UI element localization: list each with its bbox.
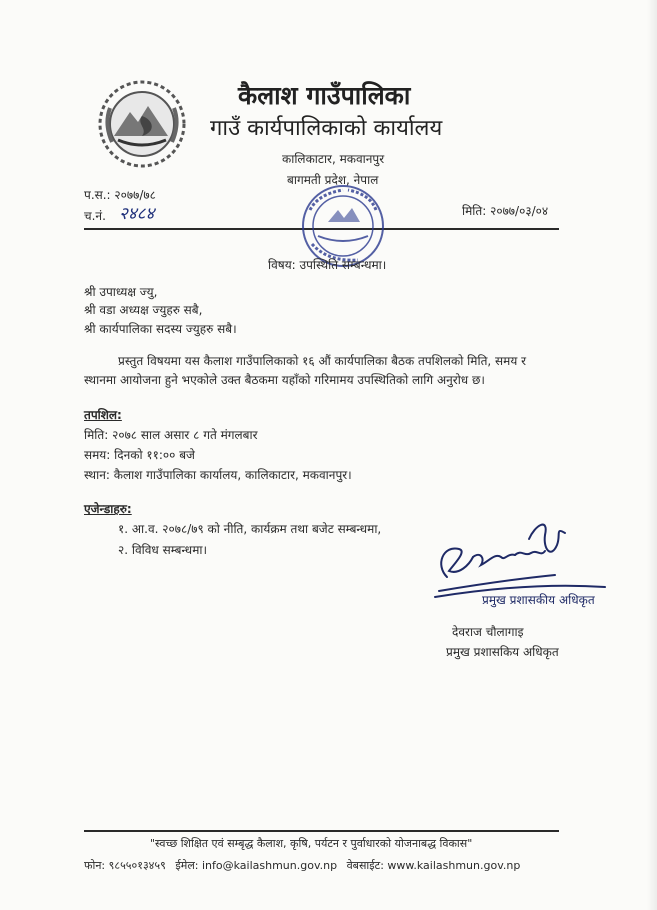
recipient-line: श्री उपाध्यक्ष ज्यु,	[84, 285, 158, 299]
office-name: गाउँ कार्यपालिकाको कार्यालय	[210, 116, 443, 141]
page-edge-shadow	[647, 0, 657, 910]
footer-slogan: "स्वच्छ शिक्षित एवं सम्बृद्ध कैलाश, कृषि, पर्यटन र पुर्वाधारको योजनाबद्ध विकास"	[150, 837, 473, 850]
agenda-item: १. आ.व. २०७८/७९ को नीति, कार्यक्रम तथा बजेट सम्बन्धमा,	[118, 522, 382, 536]
agenda-heading: एजेन्डाहरु:	[84, 502, 132, 516]
recipient-line: श्री वडा अध्यक्ष ज्युहरु सबै,	[84, 303, 203, 317]
signer-title: प्रमुख प्रशासकिय अधिकृत	[446, 645, 559, 659]
agenda-item: २. विविध सम्बन्धमा।	[118, 543, 208, 557]
footer-contact	[84, 858, 526, 873]
meeting-place: स्थान: कैलाश गाउँपालिका कार्यालय, कालिकाटार, मकवानपुर।	[84, 468, 352, 482]
footer-divider	[84, 830, 559, 832]
org-name: कैलाश गाउँपालिका	[238, 81, 411, 110]
body-paragraph-line: स्थानमा आयोजना हुने भएकोले उक्त बैठकमा यहाँको गरिमामय उपस्थितिको लागि अनुरोध छ।	[84, 373, 485, 387]
footer-website: वेबसाईट: www.kailashmun.gov.np	[346, 859, 521, 872]
details-heading: तपशिल:	[84, 408, 122, 422]
chalani-number-handwritten: २४८४	[119, 204, 155, 224]
signer-name: देवराज चौलागाइ	[452, 625, 524, 639]
letter-date: मिति: २०७७/०३/०४	[462, 204, 549, 218]
signature-stamp-text: प्रमुख प्रशासकीय अधिकृत	[482, 593, 595, 607]
meeting-time: समय: दिनको ११:०० बजे	[84, 448, 195, 462]
body-paragraph-line: प्रस्तुत विषयमा यस कैलाश गाउँपालिकाको १६ औं कार्यपालिका बैठक तपशिलको मिति, समय र	[118, 354, 527, 368]
meeting-date: मिति: २०७८ साल असार ८ गते मंगलबार	[84, 428, 258, 442]
chalani-number-label: च.नं.	[84, 209, 106, 223]
address-line-1: कालिकाटार, मकवानपुर	[282, 152, 385, 166]
footer-email: ईमेल: info@kailashmun.gov.np	[175, 859, 338, 872]
patra-sankhya: प.स.: २०७७/७८	[84, 188, 156, 202]
letter-subject: विषय: उपस्थिति सम्बन्धमा।	[268, 258, 387, 272]
footer-phone: फोन: ९८५५०१३४५९	[84, 859, 166, 872]
government-emblem-icon	[96, 78, 188, 170]
address-line-2: बागमती प्रदेश, नेपाल	[287, 173, 379, 187]
recipient-line: श्री कार्यपालिका सदस्य ज्युहरु सबै।	[84, 322, 237, 336]
